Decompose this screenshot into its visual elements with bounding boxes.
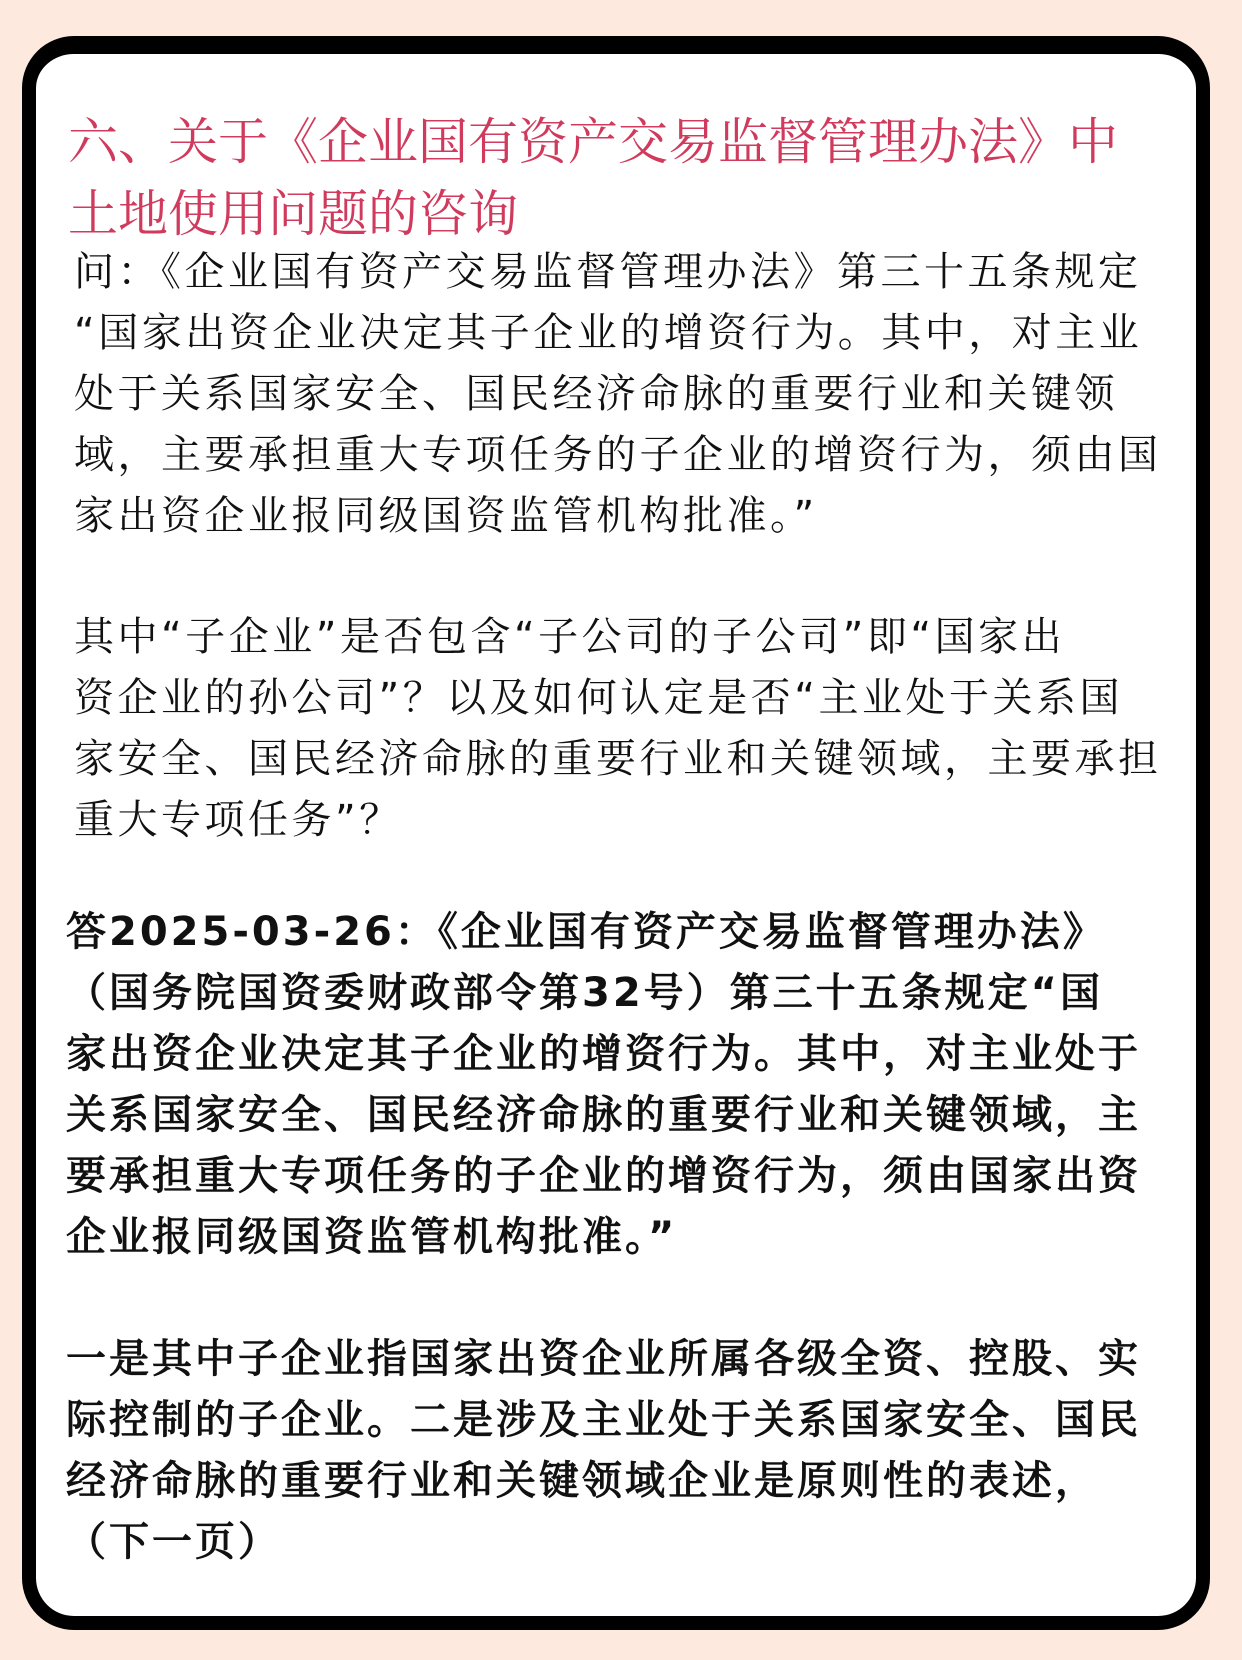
text-line: 经济命脉的重要行业和关键领域企业是原则性的表述， [66, 1458, 1098, 1504]
text-line: 家出资企业报同级国资监管机构批准。” [74, 493, 818, 539]
text-line: 家安全、国民经济命脉的重要行业和关键领域，主要承担 [74, 736, 1162, 782]
text-line: 家出资企业决定其子企业的增资行为。其中，对主业处于 [66, 1031, 1141, 1077]
page-title [68, 106, 1118, 250]
text-line: 域，主要承担重大专项任务的子企业的增资行为，须由国 [74, 432, 1162, 478]
text-line: 际控制的子企业。二是涉及主业处于关系国家安全、国民 [66, 1397, 1141, 1443]
answer-detail-paragraph [66, 1329, 1141, 1573]
text-line: 资企业的孙公司”？以及如何认定是否“主业处于关系国 [74, 675, 1123, 721]
text-line: 要承担重大专项任务的子企业的增资行为，须由国家出资 [66, 1153, 1141, 1199]
text-line: 其中“子企业”是否包含“子公司的子公司”即“国家出 [74, 614, 1066, 660]
text-line: （国务院国资委财政部令第32号）第三十五条规定“国 [66, 970, 1103, 1016]
question-followup-paragraph [74, 607, 1162, 851]
text-line: 答2025-03-26：《企业国有资产交易监督管理办法》 [66, 909, 1106, 955]
answer-paragraph [66, 902, 1141, 1268]
title-line: 土地使用问题的咨询 [68, 185, 518, 243]
text-line: 重大专项任务”？ [74, 797, 403, 843]
question-paragraph [74, 242, 1162, 547]
title-line: 六、关于《企业国有资产交易监督管理办法》中 [68, 113, 1118, 171]
next-page-note: （下一页） [66, 1519, 281, 1565]
content-card [22, 36, 1210, 1630]
text-line: 企业报同级国资监管机构批准。” [66, 1214, 678, 1260]
text-line: 问：《企业国有资产交易监督管理办法》第三十五条规定 [74, 249, 1142, 295]
text-line: 关系国家安全、国民经济命脉的重要行业和关键领域，主 [66, 1092, 1141, 1138]
text-line: “国家出资企业决定其子企业的增资行为。其中，对主业 [74, 310, 1143, 356]
text-line: 一是其中子企业指国家出资企业所属各级全资、控股、实 [66, 1336, 1141, 1382]
text-line: 处于关系国家安全、国民经济命脉的重要行业和关键领 [74, 371, 1118, 417]
